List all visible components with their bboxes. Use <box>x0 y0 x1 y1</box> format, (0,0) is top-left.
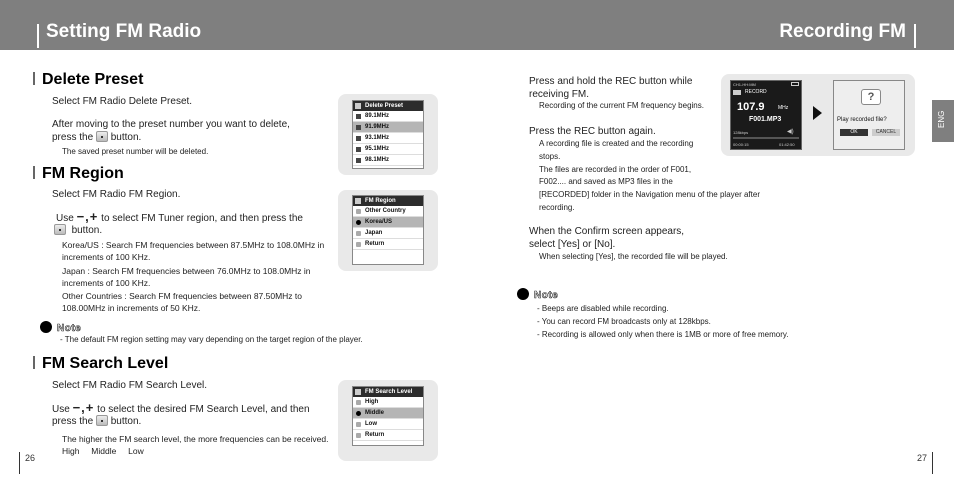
rec-step3b: select [Yes] or [No]. <box>529 239 616 250</box>
return-icon <box>356 242 361 247</box>
return-row[interactable]: Return <box>353 239 423 250</box>
rec-channel-time: CH1-HH:MM <box>733 82 756 87</box>
selected-dot-icon <box>356 220 361 225</box>
confirm-ok-button[interactable]: OK <box>840 129 868 136</box>
preset-icon <box>356 147 361 152</box>
footer-right-line <box>932 452 933 474</box>
footer-left-line <box>19 452 20 474</box>
fm-search-note2: High Middle Low <box>62 446 144 456</box>
preset-icon <box>356 125 361 130</box>
rec-step1c: Recording of the current FM frequency begins. <box>539 101 704 110</box>
minus-plus-icon: −,+ <box>72 400 95 415</box>
option-icon <box>356 209 361 214</box>
rec-progress-track <box>733 137 799 139</box>
fm-region-detail-1: increments of 100 KHz. <box>62 252 151 262</box>
note-bullet-icon <box>517 288 529 300</box>
rec-file-name: F001.MP3 <box>749 116 782 123</box>
rec-step3c: When selecting [Yes], the recorded file will be played. <box>539 252 728 261</box>
right-page-title: Recording FM <box>779 21 906 42</box>
preset-row[interactable]: 89.1MHz <box>353 111 423 122</box>
preset-icon <box>356 136 361 141</box>
fm-search-panel <box>338 380 438 461</box>
language-tab: ENG <box>932 100 954 142</box>
volume-icon: ◀) <box>787 129 794 135</box>
rec-step2-line4: [RECORDED] folder in the Navigation menu of the player after <box>539 190 760 199</box>
screen-title: Delete Preset <box>353 101 423 111</box>
fm-search-heading: FM Search Level <box>33 355 168 373</box>
rec-step2-line3: F002.... and saved as MP3 files in the <box>539 177 673 186</box>
preset-row[interactable]: 95.1MHz <box>353 144 423 155</box>
signal-icon <box>355 389 361 395</box>
radio-icon <box>733 90 741 95</box>
delete-preset-heading: Delete Preset <box>33 71 143 89</box>
rec-step3a: When the Confirm screen appears, <box>529 226 685 237</box>
fm-region-detail-4: Other Countries : Search FM frequencies between 87.50MHz to <box>62 291 303 301</box>
preset-row[interactable]: 98.1MHz <box>353 155 423 166</box>
confirm-message: Play recorded file? <box>837 117 887 123</box>
arrow-right-icon <box>813 106 822 120</box>
fm-search-step2a: Use −,+ to select the desired FM Search Level, and then <box>52 400 310 415</box>
fm-region-note-text: - The default FM region setting may vary depending on the target region of the player. <box>60 335 363 344</box>
fm-region-note-label: Note <box>40 318 81 336</box>
note-bullet-icon <box>40 321 52 333</box>
header-right-bar <box>914 24 916 48</box>
delete-preset-screen <box>352 100 424 169</box>
rec-step2-line2: The files are recorded in the order of F001, <box>539 165 692 174</box>
fm-region-detail-2: Japan : Search FM frequencies between 76.0MHz to 108.0MHz in <box>62 266 311 276</box>
level-row-selected[interactable]: Middle <box>353 408 423 419</box>
fm-search-step2b: press the button. <box>52 416 142 427</box>
fm-region-step1: Select FM Radio FM Region. <box>52 189 181 200</box>
region-row[interactable]: Other Country <box>353 206 423 217</box>
recording-screen <box>730 80 802 150</box>
rec-step2: Press the REC button again. <box>529 126 656 137</box>
fm-region-step2a: Use −,+ to select FM Tuner region, and then press the <box>56 209 303 224</box>
fm-region-detail-0: Korea/US : Search FM frequencies between 87.5MHz to 108.0MHz in <box>62 240 325 250</box>
fm-region-detail-3: increments of 100 KHz. <box>62 278 151 288</box>
rec-step1b: receiving FM. <box>529 89 590 100</box>
preset-icon <box>356 114 361 119</box>
fm-region-panel <box>338 190 438 271</box>
rec-note-label: Note <box>517 285 558 303</box>
rec-time-remaining: 01:42:50 <box>779 142 795 147</box>
screen-title: FM Region <box>353 196 423 206</box>
delete-preset-step2b: press the button. <box>52 132 142 143</box>
region-row-selected[interactable]: Korea/US <box>353 217 423 228</box>
rec-status: RECORD <box>745 89 767 95</box>
battery-icon <box>791 82 799 86</box>
page-header <box>0 0 954 50</box>
delete-preset-panel <box>338 94 438 175</box>
selected-dot-icon <box>356 411 361 416</box>
preset-row-selected[interactable]: 91.9MHz <box>353 122 423 133</box>
return-icon <box>356 433 361 438</box>
return-row[interactable]: Return <box>353 430 423 441</box>
fm-region-screen <box>352 195 424 265</box>
option-icon <box>356 231 361 236</box>
left-page-title: Setting FM Radio <box>46 21 202 42</box>
rec-note-2: - Recording is allowed only when there is 1MB or more of free memory. <box>537 330 789 339</box>
confirm-cancel-button[interactable]: CANCEL <box>872 129 900 136</box>
menu-button-icon <box>96 415 108 426</box>
delete-preset-step2a: After moving to the preset number you want to delete, <box>52 119 290 130</box>
rec-bitrate: 128kbps <box>733 130 749 135</box>
antenna-icon <box>355 198 361 204</box>
rec-step2-line5: recording. <box>539 203 575 212</box>
menu-button-icon <box>96 131 108 142</box>
trash-icon <box>355 103 361 109</box>
fm-region-heading: FM Region <box>33 165 124 183</box>
rec-note-0: - Beeps are disabled while recording. <box>537 304 669 313</box>
fm-region-detail-5: 108.00MHz in increments of 50 KHz. <box>62 303 201 313</box>
fm-search-step1: Select FM Radio FM Search Level. <box>52 380 208 391</box>
option-icon <box>356 400 361 405</box>
rec-frequency: 107.9 <box>737 101 765 113</box>
rec-time-elapsed: 00:00:15 <box>733 142 749 147</box>
rec-step2-line1: stops. <box>539 152 561 161</box>
preset-icon <box>356 158 361 163</box>
level-row[interactable]: High <box>353 397 423 408</box>
region-row[interactable]: Japan <box>353 228 423 239</box>
minus-plus-icon: −,+ <box>76 209 99 224</box>
rec-note-1: - You can record FM broadcasts only at 128kbps. <box>537 317 711 326</box>
header-left-bar <box>37 24 39 48</box>
recording-screens-panel <box>721 74 915 156</box>
rec-step2-line0: A recording file is created and the recording <box>539 139 694 148</box>
screen-title: FM Search Level <box>353 387 423 397</box>
rec-step1a: Press and hold the REC button while <box>529 76 693 87</box>
fm-region-step2b: button. <box>54 224 102 237</box>
question-icon: ? <box>861 89 881 105</box>
fm-search-screen <box>352 386 424 446</box>
page-number-left: 26 <box>25 453 36 463</box>
menu-button-icon <box>54 224 66 235</box>
page-number-right: 27 <box>917 453 928 463</box>
delete-preset-note: The saved preset number will be deleted. <box>62 147 209 156</box>
preset-row[interactable]: 93.1MHz <box>353 133 423 144</box>
delete-preset-step1: Select FM Radio Delete Preset. <box>52 96 193 107</box>
level-row[interactable]: Low <box>353 419 423 430</box>
option-icon <box>356 422 361 427</box>
fm-search-note1: The higher the FM search level, the more frequencies can be received. <box>62 434 329 444</box>
confirm-screen <box>833 80 905 150</box>
rec-frequency-unit: MHz <box>778 105 789 111</box>
